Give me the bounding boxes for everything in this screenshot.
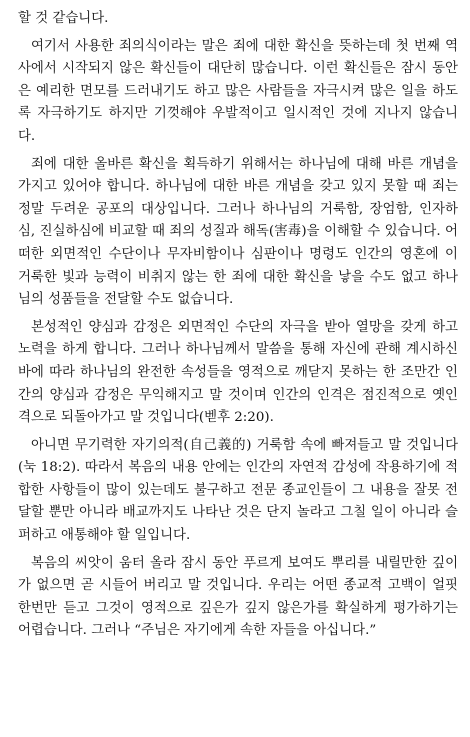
text-line: 격으로 되돌아가고 말 것입니다(벧후 2:20).: [18, 410, 274, 426]
text-line: 님의 성품들을 전달할 수도 없습니다.: [18, 292, 234, 308]
paragraph-5: [18, 435, 458, 548]
paragraph-2: [18, 36, 458, 149]
text-line: 가지고 있어야 합니다. 하나님에 대한 바른 개념을 갖고 있지 못할 때 죄는: [18, 179, 458, 195]
text-line: 가 없으면 곧 시들어 버리고 말 것입니다. 우리는 어떤 종교적 고백이 얼핏: [18, 578, 458, 594]
text-line: 록 자극하기도 하지만 기껏해야 우발적이고 일시적인 것에 지나지 않습니: [18, 106, 458, 122]
text-line: 사에서 시작되지 않은 확신들이 대단히 많습니다. 이런 확신들은 잠시 동안: [18, 61, 458, 77]
paragraph-3: [18, 154, 458, 312]
text-line: (눅 18:2). 따라서 복음의 내용 안에는 인간의 자연적 감성에 작용하기에 적: [18, 460, 458, 476]
text-line: 달할 뿐만 아니라 배교까지도 나타난 것은 단지 놀라고 그칠 일이 아니라 슬: [18, 505, 458, 521]
text-line: 본성적인 양심과 감정은 외면적인 수단의 자극을 받아 열망을 갖게 하고: [31, 319, 458, 335]
paragraph-1: [18, 8, 458, 31]
text-line: 어렵습니다. 그러나 “주님은 자기에게 속한 자들을 아십니다.”: [18, 623, 377, 639]
text-line: 은 예리한 면모를 드러내기도 하고 많은 사람들을 자극시켜 많은 일을 하도: [18, 83, 458, 99]
text-line: 복음의 씨앗이 움터 올라 잠시 동안 푸르게 보여도 뿌리를 내릴만한 깊이: [31, 555, 458, 571]
text-line: 할 것 같습니다.: [18, 11, 109, 26]
text-line: 다.: [18, 128, 36, 144]
text-line: 여기서 사용한 죄의식이라는 말은 죄에 대한 확신을 뜻하는데 첫 번째 역: [31, 38, 458, 54]
text-line: 정말 두려운 공포의 대상입니다. 그러나 하나님의 거룩함, 장엄함, 인자하: [18, 201, 458, 217]
text-line: 떠한 외면적인 수단이나 무자비함이나 심판이나 명령도 인간의 영혼에 이: [18, 246, 458, 262]
paragraph-6: [18, 553, 458, 643]
text-line: 합한 사항들이 많이 있는데도 불구하고 전문 종교인들이 그 내용을 잘못 전: [18, 482, 458, 498]
paragraph-4: [18, 317, 458, 430]
text-line: 거룩한 빛과 능력이 비취지 않는 한 죄에 대한 확신을 낳을 수도 없고 하나: [18, 269, 458, 285]
text-line: 퍼하고 애통해야 할 일입니다.: [18, 528, 191, 544]
text-line: 죄에 대한 올바른 확신을 획득하기 위해서는 하나님에 대해 바른 개념을: [31, 156, 458, 172]
text-line: 간의 양심과 감정은 무익해지고 말 것이며 인간의 인격은 점진적으로 옛인: [18, 387, 458, 403]
text-line: 바에 따라 하나님의 완전한 속성들을 영적으로 깨닫지 못하는 한 조만간 인: [18, 364, 458, 380]
text-line: 노력을 하게 합니다. 그러나 하나님께서 말씀을 통해 자신에 관해 계시하신: [18, 342, 458, 358]
text-line: 심, 진실하심에 비교할 때 죄의 성질과 해독(害毒)을 이해할 수 있습니다. 어: [18, 224, 458, 240]
text-line: 아니면 무기력한 자기의적(自己義的) 거룩함 속에 빠져들고 말 것입니다: [31, 437, 458, 453]
text-line: 한번만 듣고 그것이 영적으로 깊은가 깊지 않은가를 확실하게 평가하기는: [18, 600, 458, 616]
